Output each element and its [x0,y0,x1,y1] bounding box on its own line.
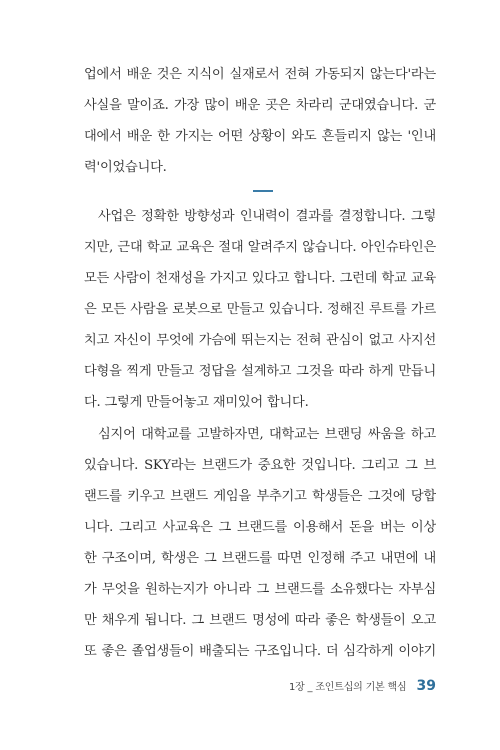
text-line: 한 구조이며, 학생은 그 브랜드를 따면 인정해 주고 내면에 내 [84,551,436,566]
paragraph-business [84,201,436,418]
text-line: 력'이었습니다. [84,160,167,175]
text-line: 심지어 대학교를 고발하자면, 대학교는 브랜딩 싸움을 하고 [98,427,436,442]
text-line: 다. 그렇게 만들어놓고 재미있어 합니다. [84,395,309,410]
text-line: 만 채우게 됩니다. 그 브랜드 명성에 따라 좋은 학생들이 오고 [84,613,436,628]
text-line: 모든 사람이 천재성을 가지고 있다고 합니다. 그런데 학교 교육 [84,271,436,286]
text-line: 은 모든 사람을 로봇으로 만들고 있습니다. 정해진 루트를 가르 [84,302,436,317]
paragraph-university [84,419,436,667]
text-line: 대에서 배운 한 가지는 어떤 상황이 와도 흔들리지 않는 '인내 [84,129,436,144]
text-line: 니다. 그리고 사교육은 그 브랜드를 이용해서 돈을 버는 이상 [84,520,436,535]
section-divider [253,190,273,192]
text-line: 가 무엇을 원하는지가 아니라 그 브랜드를 소유했다는 자부심 [84,582,436,597]
text-line: 사실을 말이죠. 가장 많이 배운 곳은 차라리 군대였습니다. 군 [84,98,436,113]
text-line: 랜드를 키우고 브랜드 게임을 부추기고 학생들은 그것에 당합 [84,489,436,504]
text-line: 사업은 정확한 방향성과 인내력이 결과를 결정합니다. 그렇 [98,209,436,224]
paragraph-intro [84,59,436,183]
text-line: 또 좋은 졸업생들이 배출되는 구조입니다. 더 심각하게 이야기 [84,644,436,659]
page-footer [289,676,436,694]
text-line: 치고 자신이 무엇에 가슴에 뛰는지는 전혀 관심이 없고 사지선 [84,333,436,348]
text-line: 지만, 근대 학교 교육은 절대 알려주지 않습니다. 아인슈타인은 [84,240,436,255]
text-line: 업에서 배운 것은 지식이 실재로서 전혀 가동되지 않는다'라는 [84,67,436,82]
text-line: 있습니다. SKY라는 브랜드가 중요한 것입니다. 그리고 그 브 [84,458,436,473]
text-line: 다형을 찍게 만들고 정답을 설계하고 그것을 따라 하게 만듭니 [84,364,436,379]
chapter-label: 1장 _ 조인트십의 기본 핵심 [288,682,407,693]
page-number: 39 [416,678,436,694]
